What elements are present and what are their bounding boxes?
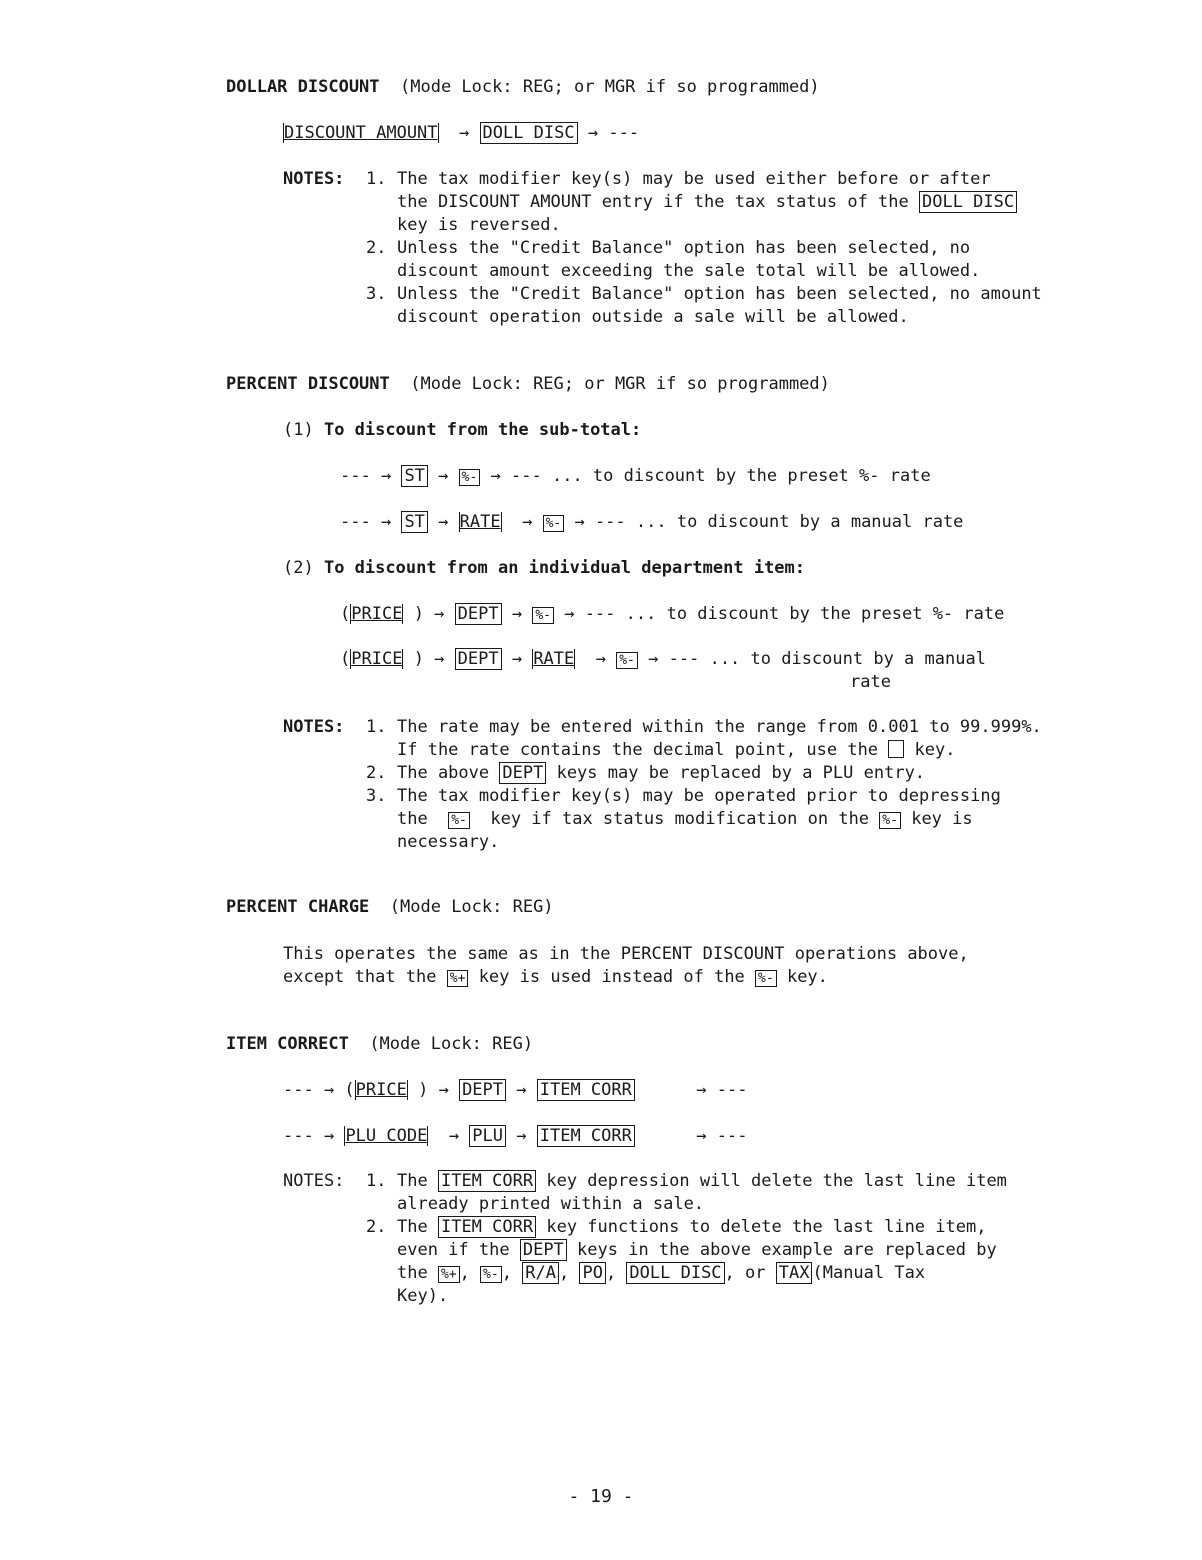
pct-minus-key: %- xyxy=(448,812,470,829)
doll-disc-key: DOLL DISC xyxy=(626,1262,724,1284)
note-text xyxy=(397,763,925,783)
dashes: --- xyxy=(716,1080,748,1100)
dept-key: DEPT xyxy=(459,1079,506,1101)
rate-entry: RATE xyxy=(533,649,575,669)
subsection-number: (2) xyxy=(283,558,314,578)
dept-key: DEPT xyxy=(455,603,502,625)
sequence-preset-rate: --- → ST → %- → --- ... to discount by the preset %- rate xyxy=(340,466,931,486)
mode-lock: (Mode Lock: REG) xyxy=(389,897,554,917)
sequence-manual-rate: --- → ST → RATE → %- → --- ... to discount by a manual rate xyxy=(340,512,964,532)
note-text-part: even if the xyxy=(397,1240,510,1260)
dashes: --- xyxy=(594,512,626,532)
text-part: key. xyxy=(786,967,828,987)
note-text xyxy=(397,809,973,831)
discount-amount-entry: DISCOUNT AMOUNT xyxy=(284,123,438,143)
subsection-2-heading xyxy=(283,558,805,578)
note-text xyxy=(397,192,1017,212)
item-corr-key: ITEM CORR xyxy=(537,1125,635,1147)
price-entry: PRICE xyxy=(351,649,403,669)
price-entry: PRICE xyxy=(351,604,403,624)
sequence-description: ... to discount by the preset %- rate xyxy=(625,604,1005,624)
dashes: --- xyxy=(340,466,371,486)
item-corr-key: ITEM CORR xyxy=(438,1216,536,1238)
tax-key: TAX xyxy=(776,1262,813,1284)
item-corr-key: ITEM CORR xyxy=(537,1079,635,1101)
sequence-description: ... to discount by a manual xyxy=(709,649,986,669)
dashes: --- xyxy=(283,1126,314,1146)
decimal-point-key xyxy=(888,740,904,758)
st-key: ST xyxy=(401,511,427,533)
subsection-title: To discount from the sub-total: xyxy=(323,420,642,440)
item-corr-key: ITEM CORR xyxy=(438,1170,536,1192)
note-text xyxy=(397,1240,997,1260)
note-text-part: the xyxy=(397,1263,428,1283)
mode-lock: (Mode Lock: REG; or MGR if so programmed) xyxy=(400,77,820,97)
section-title: PERCENT DISCOUNT xyxy=(226,374,390,394)
subsection-number: (1) xyxy=(283,420,314,440)
note-text: Key). xyxy=(397,1286,449,1306)
note-number: 1. xyxy=(366,169,387,189)
subsection-title: To discount from an individual department item: xyxy=(323,558,806,578)
note-text: The tax modifier key(s) may be used either before or after xyxy=(397,169,991,189)
plu-code-entry: PLU CODE xyxy=(345,1126,428,1146)
percent-discount-heading xyxy=(226,374,830,394)
dashes: --- xyxy=(716,1126,748,1146)
plu-key: PLU xyxy=(469,1125,506,1147)
notes-label: NOTES: xyxy=(283,1171,345,1191)
note-number: 2. xyxy=(366,763,387,783)
page-number: - 19 - xyxy=(568,1486,634,1507)
doll-disc-key: DOLL DISC xyxy=(919,191,1017,213)
pct-minus-key: %- xyxy=(755,970,777,987)
ra-key: R/A xyxy=(522,1262,559,1284)
pct-minus-key: %- xyxy=(459,469,481,486)
dashes: --- xyxy=(340,512,371,532)
note-text xyxy=(397,1171,1007,1191)
note-text: discount operation outside a sale will be allowed. xyxy=(397,307,909,327)
note-text-part: key. xyxy=(914,740,956,760)
dashes: --- xyxy=(283,1080,314,1100)
section-title: PERCENT CHARGE xyxy=(226,897,370,917)
note-number: 2. xyxy=(366,1217,387,1237)
rate-entry: RATE xyxy=(459,512,501,532)
section-title: DOLLAR DISCOUNT xyxy=(226,77,380,97)
dollar-discount-sequence: DISCOUNT AMOUNT → DOLL DISC → --- xyxy=(284,123,640,143)
sequence-description: ... to discount by a manual rate xyxy=(635,512,964,532)
note-text-part: The above xyxy=(397,763,490,783)
text-part: except that the xyxy=(283,967,437,987)
note-text-part: (Manual Tax xyxy=(812,1263,926,1283)
note-text-part: or xyxy=(745,1263,766,1283)
note-text-part: key if tax status modification on the xyxy=(490,809,870,829)
note-text-part: keys may be replaced by a PLU entry. xyxy=(556,763,926,783)
note-text: The tax modifier key(s) may be operated prior to depressing xyxy=(397,786,1001,806)
pct-minus-key: %- xyxy=(879,812,901,829)
st-key: ST xyxy=(401,465,427,487)
dollar-discount-heading xyxy=(226,77,820,97)
subsection-1-heading xyxy=(283,420,641,440)
note-text xyxy=(397,740,956,760)
sequence-description: ... to discount by the preset %- rate xyxy=(551,466,931,486)
pct-plus-key: %+ xyxy=(447,970,469,987)
note-number: 1. xyxy=(366,1171,387,1191)
mode-lock: (Mode Lock: REG) xyxy=(369,1034,534,1054)
pct-minus-key: %- xyxy=(532,607,554,624)
note-number: 3. xyxy=(366,786,387,806)
note-text xyxy=(397,1217,986,1237)
note-number: 2. xyxy=(366,238,387,258)
notes-label: NOTES: xyxy=(283,717,345,737)
doll-disc-key: DOLL DISC xyxy=(480,122,578,144)
note-text-part: the xyxy=(397,809,428,829)
pct-minus-key: %- xyxy=(480,1266,502,1283)
note-text-part: The xyxy=(397,1217,428,1237)
sequence-description-cont: rate xyxy=(850,672,891,692)
notes-label: NOTES: xyxy=(283,169,345,189)
text-part: key is used instead of the xyxy=(478,967,745,987)
note-text-part: The xyxy=(397,1171,428,1191)
note-text: The rate may be entered within the range from 0.001 to 99.999%. xyxy=(397,717,1042,737)
sequence-dept-preset: (PRICE ) → DEPT → %- → --- ... to discount by the preset %- rate xyxy=(340,604,1005,624)
dashes: --- xyxy=(584,604,616,624)
dashes: --- xyxy=(511,466,542,486)
note-text-part: key functions to delete the last line item, xyxy=(546,1217,987,1237)
sequence-end: --- xyxy=(608,123,640,143)
note-text-part: the DISCOUNT AMOUNT entry if the tax status of the xyxy=(397,192,909,212)
dept-key: DEPT xyxy=(455,648,502,670)
paragraph-text: This operates the same as in the PERCENT DISCOUNT operations above, xyxy=(283,944,969,964)
sequence-dept-manual: (PRICE ) → DEPT → RATE → %- → --- ... to discount by a manual xyxy=(340,649,986,669)
dashes: --- xyxy=(668,649,700,669)
note-number: 1. xyxy=(366,717,387,737)
note-text: already printed within a sale. xyxy=(397,1194,705,1214)
note-text: discount amount exceeding the sale total will be allowed. xyxy=(397,261,981,281)
percent-charge-heading xyxy=(226,897,554,917)
paragraph-text xyxy=(283,967,828,989)
note-text-part: keys in the above example are replaced by xyxy=(577,1240,997,1260)
note-text-part: key depression will delete the last line item xyxy=(546,1171,1007,1191)
section-title: ITEM CORRECT xyxy=(226,1034,349,1054)
note-text-part: If the rate contains the decimal point, use the xyxy=(397,740,879,760)
sequence-dept-corr: --- → (PRICE ) → DEPT → ITEM CORR → --- xyxy=(283,1080,748,1100)
note-text: necessary. xyxy=(397,832,500,852)
dept-key: DEPT xyxy=(499,762,546,784)
note-text-part: key is xyxy=(911,809,973,829)
note-number: 3. xyxy=(366,284,387,304)
note-text: Unless the "Credit Balance" option has been selected, no xyxy=(397,238,971,258)
pct-minus-key: %- xyxy=(543,515,565,532)
sequence-plu-corr: --- → PLU CODE → PLU → ITEM CORR → --- xyxy=(283,1126,748,1146)
item-correct-heading xyxy=(226,1034,533,1054)
note-text: the %+ , %- , R/A , PO , DOLL DISC , or TAX (Manual Tax xyxy=(397,1263,926,1283)
mode-lock: (Mode Lock: REG; or MGR if so programmed) xyxy=(410,374,830,394)
pct-plus-key: %+ xyxy=(438,1266,460,1283)
price-entry: PRICE xyxy=(355,1080,407,1100)
dept-key: DEPT xyxy=(520,1239,567,1261)
pct-minus-key: %- xyxy=(616,652,638,669)
note-text: Unless the "Credit Balance" option has been selected, no amount xyxy=(397,284,1042,304)
po-key: PO xyxy=(579,1262,605,1284)
note-text: key is reversed. xyxy=(397,215,561,235)
